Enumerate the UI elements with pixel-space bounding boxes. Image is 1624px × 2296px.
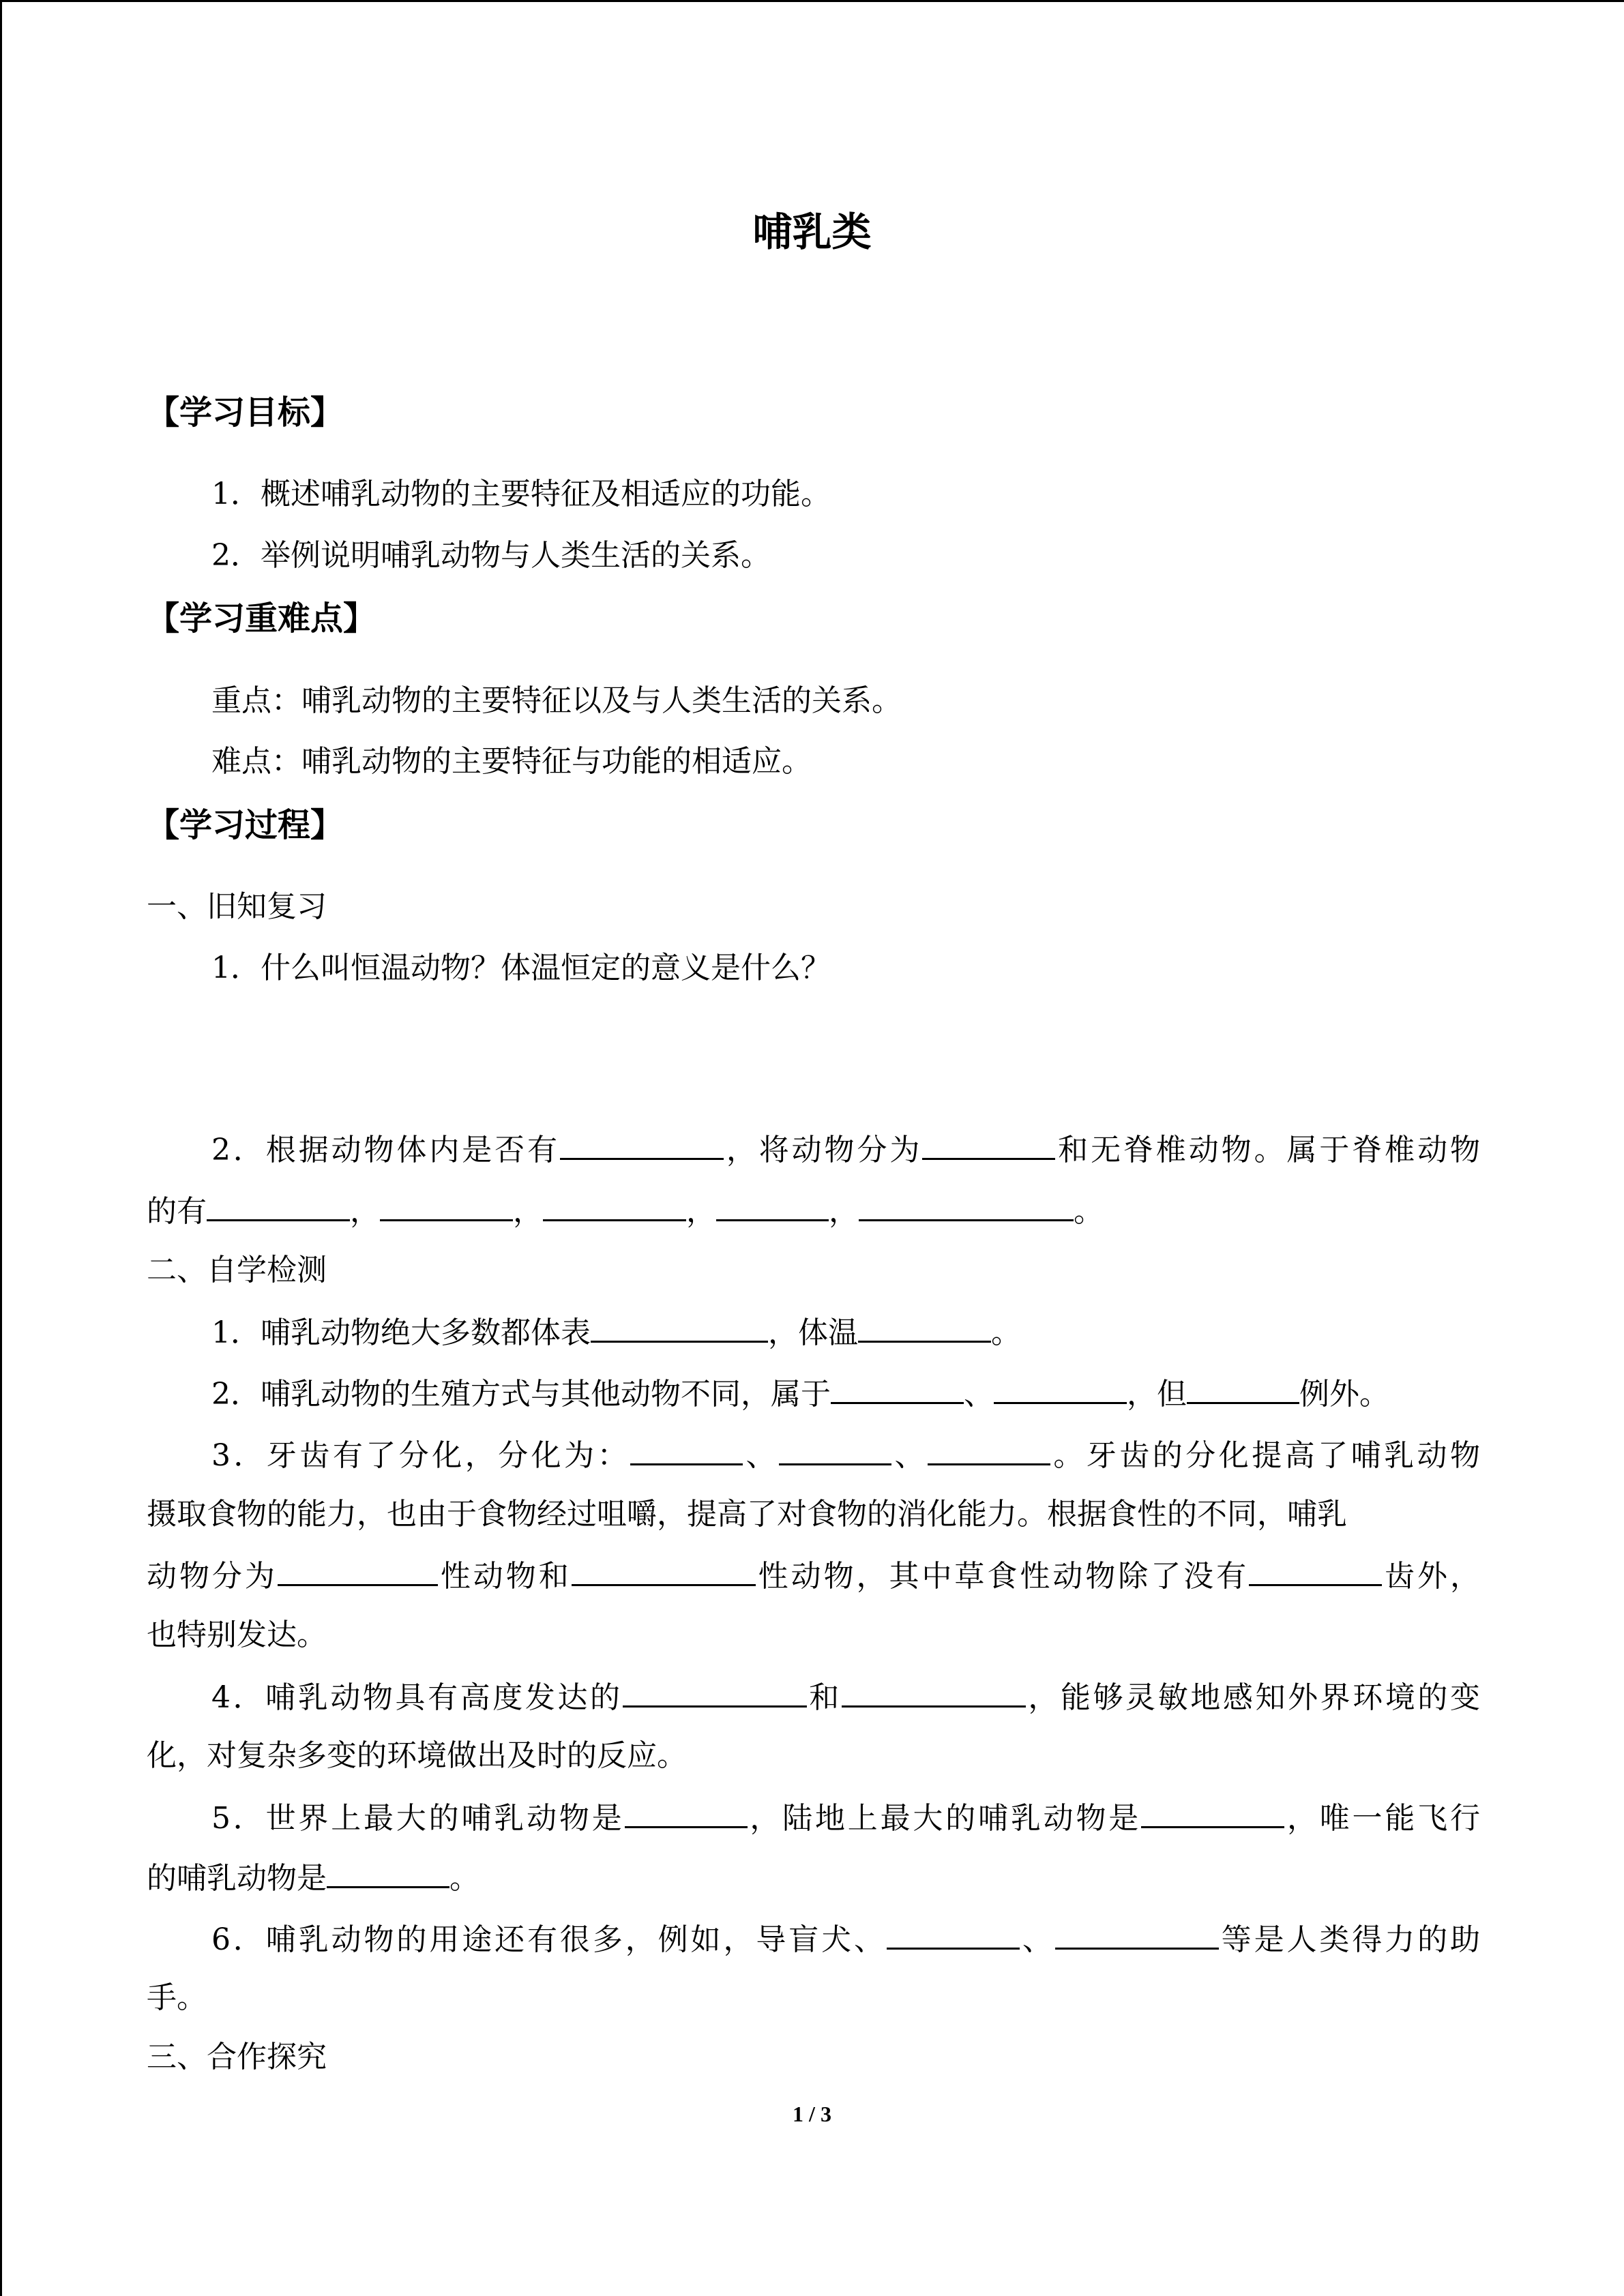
- goal-item-1: 1．概述哺乳动物的主要特征及相适应的功能。: [211, 477, 831, 511]
- selfcheck-question-3-line1: 3．牙齿有了分化，分化为： 、 、 。牙齿的分化提高了哺乳动物: [211, 1431, 1480, 1480]
- answer-blank[interactable]: [716, 1187, 829, 1221]
- selfcheck-question-1: 1．哺乳动物绝大多数都体表 ，体温 。: [211, 1308, 1021, 1357]
- answer-blank[interactable]: [779, 1431, 891, 1465]
- key-point: 重点：哺乳动物的主要特征以及与人类生活的关系。: [211, 683, 902, 718]
- document-title: 哺乳类: [752, 209, 872, 255]
- review-question-2-line1: 2．根据动物体内是否有 ，将动物分为 和无脊椎动物。属于脊椎动物: [211, 1125, 1480, 1174]
- review-question-1: 1．什么叫恒温动物？体温恒定的意义是什么？: [211, 951, 831, 985]
- selfcheck-question-5-line1: 5．世界上最大的哺乳动物是 ，陆地上最大的哺乳动物是 ，唯一能飞行: [211, 1793, 1480, 1843]
- answer-blank[interactable]: [922, 1125, 1055, 1160]
- answer-blank[interactable]: [207, 1187, 350, 1221]
- answer-blank[interactable]: [831, 1369, 964, 1404]
- answer-blank[interactable]: [327, 1853, 449, 1888]
- part3-heading: 三、合作探究: [147, 2040, 327, 2074]
- answer-blank[interactable]: [630, 1431, 743, 1465]
- answer-blank[interactable]: [591, 1308, 768, 1343]
- answer-blank[interactable]: [1249, 1551, 1382, 1586]
- answer-blank[interactable]: [572, 1551, 756, 1586]
- answer-blank[interactable]: [1141, 1793, 1284, 1828]
- answer-blank[interactable]: [278, 1551, 438, 1586]
- answer-blank[interactable]: [623, 1673, 807, 1708]
- part2-heading: 二、自学检测: [147, 1253, 327, 1287]
- answer-blank[interactable]: [543, 1187, 686, 1221]
- review-question-2-line2: 的有 ， ， ， ， 。: [147, 1187, 1104, 1236]
- goal-item-2: 2．举例说明哺乳动物与人类生活的关系。: [211, 538, 771, 573]
- answer-blank[interactable]: [928, 1431, 1050, 1465]
- selfcheck-question-6-line1: 6．哺乳动物的用途还有很多，例如，导盲犬、 、 等是人类得力的助: [211, 1915, 1480, 1964]
- selfcheck-question-6-line2: 手。: [147, 1980, 207, 2015]
- difficult-point: 难点：哺乳动物的主要特征与功能的相适应。: [211, 744, 812, 779]
- selfcheck-question-2: 2．哺乳动物的生殖方式与其他动物不同，属于 、 ，但 例外。: [211, 1369, 1389, 1418]
- answer-blank[interactable]: [887, 1915, 1020, 1950]
- selfcheck-question-5-line2: 的哺乳动物是 。: [147, 1853, 479, 1903]
- selfcheck-question-4-line1: 4．哺乳动物具有高度发达的 和 ，能够灵敏地感知外界环境的变: [211, 1673, 1480, 1722]
- answer-blank[interactable]: [1187, 1369, 1299, 1404]
- selfcheck-question-3-line4: 也特别发达。: [147, 1617, 327, 1652]
- goals-heading: 【学习目标】: [147, 393, 344, 432]
- page-number: 1 / 3: [793, 2102, 831, 2126]
- answer-blank[interactable]: [560, 1125, 724, 1160]
- answer-blank[interactable]: [842, 1673, 1026, 1708]
- answer-blank[interactable]: [380, 1187, 513, 1221]
- part1-heading: 一、旧知复习: [147, 889, 327, 924]
- answer-blank[interactable]: [859, 1187, 1074, 1221]
- selfcheck-question-4-line2: 化，对复杂多变的环境做出及时的反应。: [147, 1738, 687, 1773]
- answer-blank[interactable]: [858, 1308, 991, 1343]
- selfcheck-question-3-line2: 摄取食物的能力，也由于食物经过咀嚼，提高了对食物的消化能力。根据食性的不同，哺乳: [147, 1497, 1347, 1532]
- answer-blank[interactable]: [1055, 1915, 1219, 1950]
- answer-blank[interactable]: [994, 1369, 1127, 1404]
- answer-blank[interactable]: [625, 1793, 748, 1828]
- selfcheck-question-3-line3: 动物分为 性动物和 性动物，其中草食性动物除了没有 齿外，: [147, 1551, 1480, 1600]
- key-heading: 【学习重难点】: [147, 599, 377, 638]
- process-heading: 【学习过程】: [147, 806, 344, 844]
